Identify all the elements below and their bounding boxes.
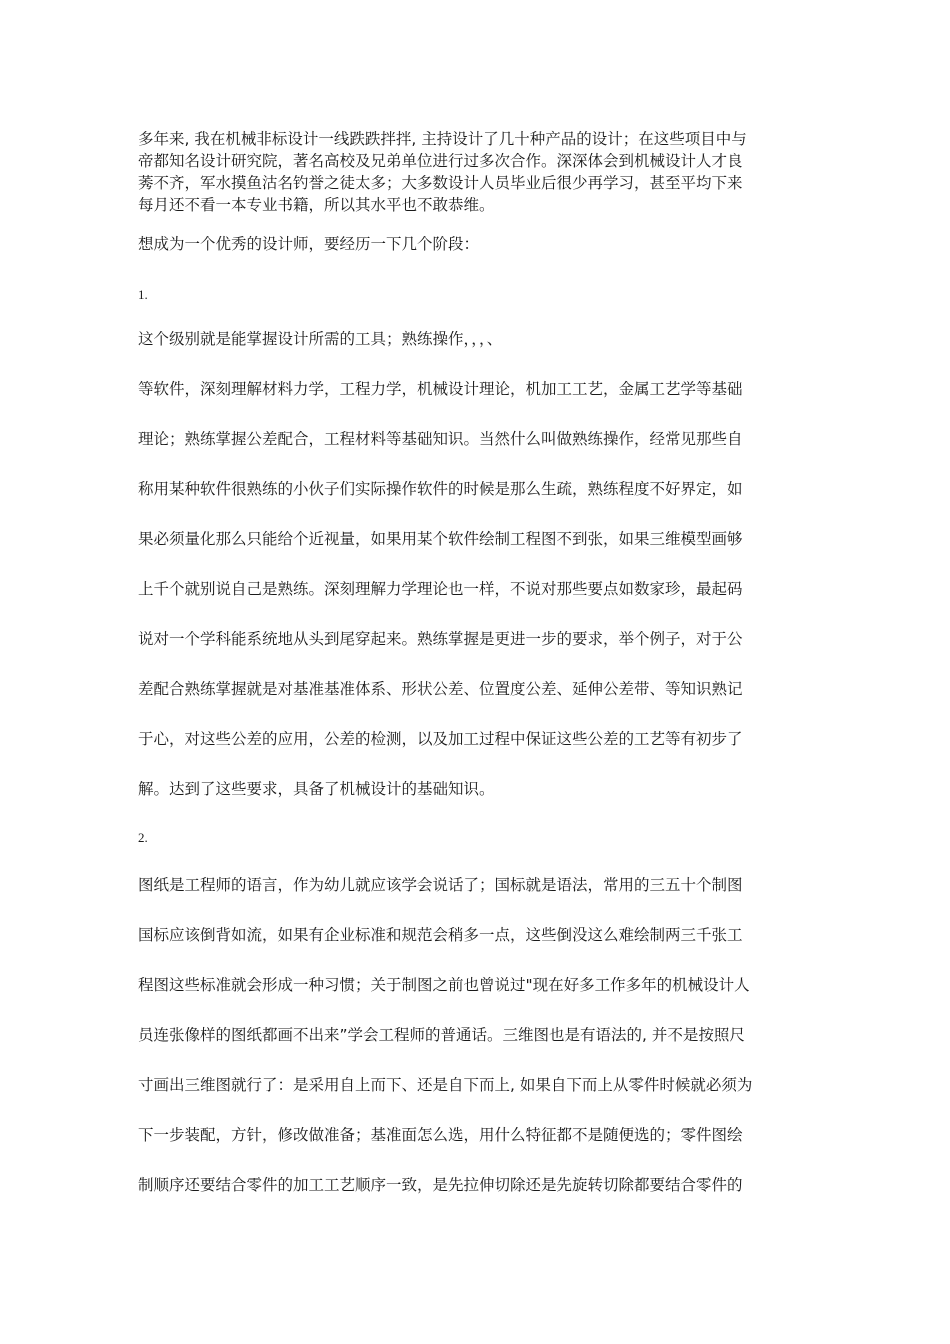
section-2-number: 2. bbox=[138, 830, 148, 845]
section-1-line: 称用某种软件很熟练的小伙子们实际操作软件的时候是那么生疏，熟练程度不好界定，如 bbox=[138, 480, 743, 498]
section-1-line: 于心，对这些公差的应用，公差的检测，以及加工过程中保证这些公差的工艺等有初步了 bbox=[138, 730, 743, 748]
section-1-line: 这个级别就是能掌握设计所需的工具；熟练操作，，，、 bbox=[138, 330, 503, 348]
section-1-line: 差配合熟练掌握就是对基准基准体系、形状公差、位置度公差、延伸公差带、等知识熟记 bbox=[138, 680, 743, 698]
section-1-line: 解。达到了这些要求，具备了机械设计的基础知识。 bbox=[138, 780, 495, 798]
section-2-line: 国标应该倒背如流，如果有企业标准和规范会稍多一点，这些倒没这么难绘制两三千张工 bbox=[138, 926, 743, 944]
section-2-line: 员连张像样的图纸都画不出来”学会工程师的普通话。三维图也是有语法的, 并不是按照尺 bbox=[138, 1026, 745, 1044]
intro-line: 莠不齐，军水摸鱼沽名钓誉之徒太多；大多数设计人员毕业后很少再学习，甚至平均下来 bbox=[138, 174, 743, 192]
section-2-line: 下一步装配，方针，修改做准备；基准面怎么选，用什么特征都不是随便选的；零件图绘 bbox=[138, 1126, 743, 1144]
intro-line: 每月还不看一本专业书籍，所以其水平也不敢恭维。 bbox=[138, 196, 495, 214]
section-1-line: 等软件，深刻理解材料力学，工程力学，机械设计理论，机加工工艺，金属工艺学等基础 bbox=[138, 380, 743, 398]
section-2-line: 制顺序还要结合零件的加工工艺顺序一致，是先拉伸切除还是先旋转切除都要结合零件的 bbox=[138, 1176, 743, 1194]
section-1-line: 说对一个学科能系统地从头到尾穿起来。熟练掌握是更进一步的要求，举个例子，对于公 bbox=[138, 630, 743, 648]
section-1-line: 理论；熟练掌握公差配合，工程材料等基础知识。当然什么叫做熟练操作，经常见那些自 bbox=[138, 430, 743, 448]
intro-line: 帝都知名设计研究院，著名高校及兄弟单位进行过多次合作。深深体会到机械设计人才良 bbox=[138, 152, 743, 170]
stages-intro: 想成为一个优秀的设计师，要经历一下几个阶段： bbox=[138, 235, 480, 253]
section-1-line: 上千个就别说自己是熟练。深刻理解力学理论也一样，不说对那些要点如数家珍，最起码 bbox=[138, 580, 743, 598]
section-2-line: 寸画出三维图就行了：是采用自上而下、还是自下而上, 如果自下而上从零件时候就必须为 bbox=[138, 1076, 753, 1094]
section-2-line: 图纸是工程师的语言，作为幼儿就应该学会说话了；国标就是语法，常用的三五十个制图 bbox=[138, 876, 743, 894]
section-1-line: 果必须量化那么只能给个近视量，如果用某个软件绘制工程图不到张，如果三维模型画够 bbox=[138, 530, 743, 548]
intro-line: 多年来, 我在机械非标设计一线跌跌拌拌, 主持设计了几十种产品的设计；在这些项目中与 bbox=[138, 130, 747, 148]
section-2-line: 程图这些标准就会形成一种习惯；关于制图之前也曾说过"现在好多工作多年的机械设计人 bbox=[138, 976, 750, 994]
section-1-number: 1. bbox=[138, 287, 148, 302]
intro-paragraph bbox=[138, 128, 818, 216]
